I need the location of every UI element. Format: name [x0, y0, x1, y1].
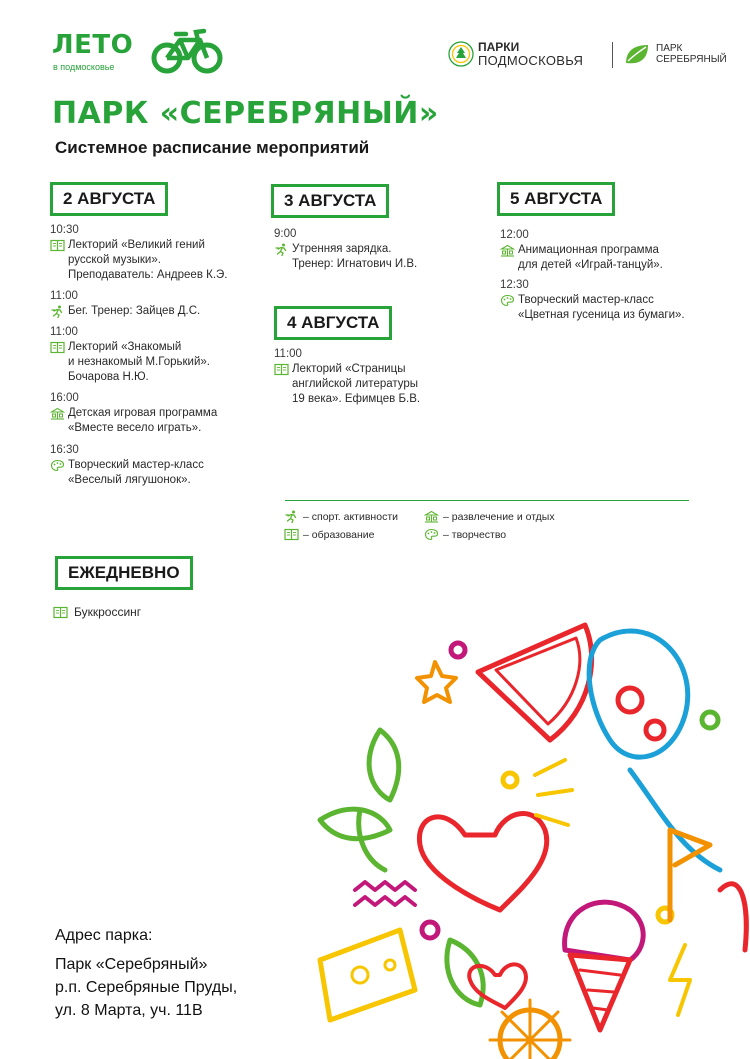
event-text: Бег. Тренер: Зайцев Д.С.	[68, 305, 201, 317]
address-line3: ул. 8 Марта, уч. 11В	[55, 1002, 203, 1019]
event-text: Утренняя зарядка. Тренер: Игнатович И.В.	[292, 243, 418, 270]
logo-divider	[612, 42, 613, 68]
parks-logo-line2: ПОДМОСКОВЬЯ	[478, 53, 584, 68]
legend-edu	[284, 528, 375, 541]
legend-art-label: – творчество	[443, 528, 507, 541]
date-aug-3: 3 АВГУСТА	[271, 184, 389, 218]
runner-icon	[284, 510, 299, 523]
page-title: ПАРК «СЕРЕБРЯНЫЙ»	[52, 96, 439, 131]
date-aug-4: 4 АВГУСТА	[274, 306, 392, 340]
parks-logo	[448, 40, 738, 70]
event-aug3-1	[274, 227, 417, 272]
palette-icon	[50, 459, 65, 472]
page-subtitle: Системное расписание мероприятий	[55, 138, 370, 157]
event-aug5-1	[500, 228, 663, 273]
address-line2: р.п. Серебряные Пруды,	[55, 979, 238, 996]
event-time: 9:00	[274, 228, 297, 240]
event-text: Анимационная программа для детей «Играй-танцуй».	[518, 244, 663, 271]
leto-logo	[52, 24, 232, 76]
park-serebryany-logo-line1: ПАРК	[656, 43, 683, 54]
book-icon	[284, 528, 299, 541]
legend-fun	[424, 510, 555, 523]
legend-edu-label: – образование	[303, 528, 375, 541]
date-aug-2: 2 АВГУСТА	[50, 182, 168, 216]
daily-item-label: Буккроссинг	[74, 605, 142, 619]
book-icon	[274, 363, 289, 376]
event-aug4-1	[274, 347, 420, 407]
carousel-icon	[424, 510, 439, 523]
event-text: Лекторий «Страницы английской литературы 19 века». Ефимцев Б.В.	[292, 363, 421, 405]
ice-cream-icon	[565, 902, 644, 960]
book-icon	[53, 606, 68, 619]
event-aug2-2	[50, 289, 200, 319]
event-text: Лекторий «Знакомый и незнакомый М.Горький». Бочарова Н.Ю.	[68, 341, 210, 383]
park-serebryany-logo-line2: СЕРЕБРЯНЫЙ	[656, 54, 727, 65]
event-text: Лекторий «Великий гений русской музыки». Преподаватель: Андреев К.Э.	[68, 239, 228, 281]
leaf-icon	[369, 730, 399, 800]
book-icon	[50, 341, 65, 354]
runner-icon	[50, 305, 65, 318]
palette-icon	[424, 528, 439, 541]
event-time: 11:00	[274, 348, 302, 360]
event-time: 10:30	[50, 224, 79, 236]
park-serebryany-emblem-icon	[624, 43, 652, 67]
legend-sport	[284, 510, 398, 523]
event-time: 12:00	[500, 229, 529, 241]
bicycle-icon	[150, 26, 226, 76]
address-title: Адрес парка:	[55, 927, 153, 944]
address-line1: Парк «Серебряный»	[55, 956, 208, 973]
daily-item	[53, 605, 141, 619]
event-time: 11:00	[50, 326, 78, 338]
legend-divider	[285, 500, 689, 501]
star-icon	[417, 662, 456, 702]
heart-icon	[419, 814, 546, 910]
legend-sport-label: – спорт. активности	[303, 510, 398, 523]
event-time: 11:00	[50, 290, 78, 302]
event-text: Детская игровая программа «Вместе весело играть».	[68, 407, 218, 434]
legend-fun-label: – развлечение и отдых	[443, 510, 555, 523]
parks-logo-line1: ПАРКИ	[478, 40, 520, 54]
book-icon	[50, 239, 65, 252]
summer-illustration	[300, 620, 750, 1059]
legend-art	[424, 528, 506, 541]
event-time: 16:00	[50, 392, 79, 404]
runner-icon	[274, 243, 289, 256]
event-time: 16:30	[50, 444, 79, 456]
lightning-icon	[670, 945, 690, 1015]
event-text: Творческий мастер-класс «Цветная гусеница из бумаги».	[518, 294, 685, 321]
event-aug2-5	[50, 443, 204, 488]
daily-box: ЕЖЕДНЕВНО	[55, 556, 193, 590]
flag-icon	[670, 830, 710, 920]
leto-logo-text: ЛЕТО	[52, 30, 134, 60]
palette-icon	[500, 294, 515, 307]
carousel-icon	[50, 407, 65, 420]
event-aug2-1	[50, 223, 227, 283]
event-time: 12:30	[500, 279, 529, 291]
event-text: Творческий мастер-класс «Веселый лягушонок».	[68, 459, 204, 486]
event-aug5-2	[500, 278, 685, 323]
address-block	[55, 924, 237, 1022]
leto-logo-subtext: в подмосковье	[53, 62, 115, 72]
parks-emblem-icon	[448, 40, 474, 68]
event-aug2-4	[50, 391, 217, 436]
date-aug-5: 5 АВГУСТА	[497, 182, 615, 216]
carousel-icon	[500, 244, 515, 257]
event-aug2-3	[50, 325, 210, 385]
